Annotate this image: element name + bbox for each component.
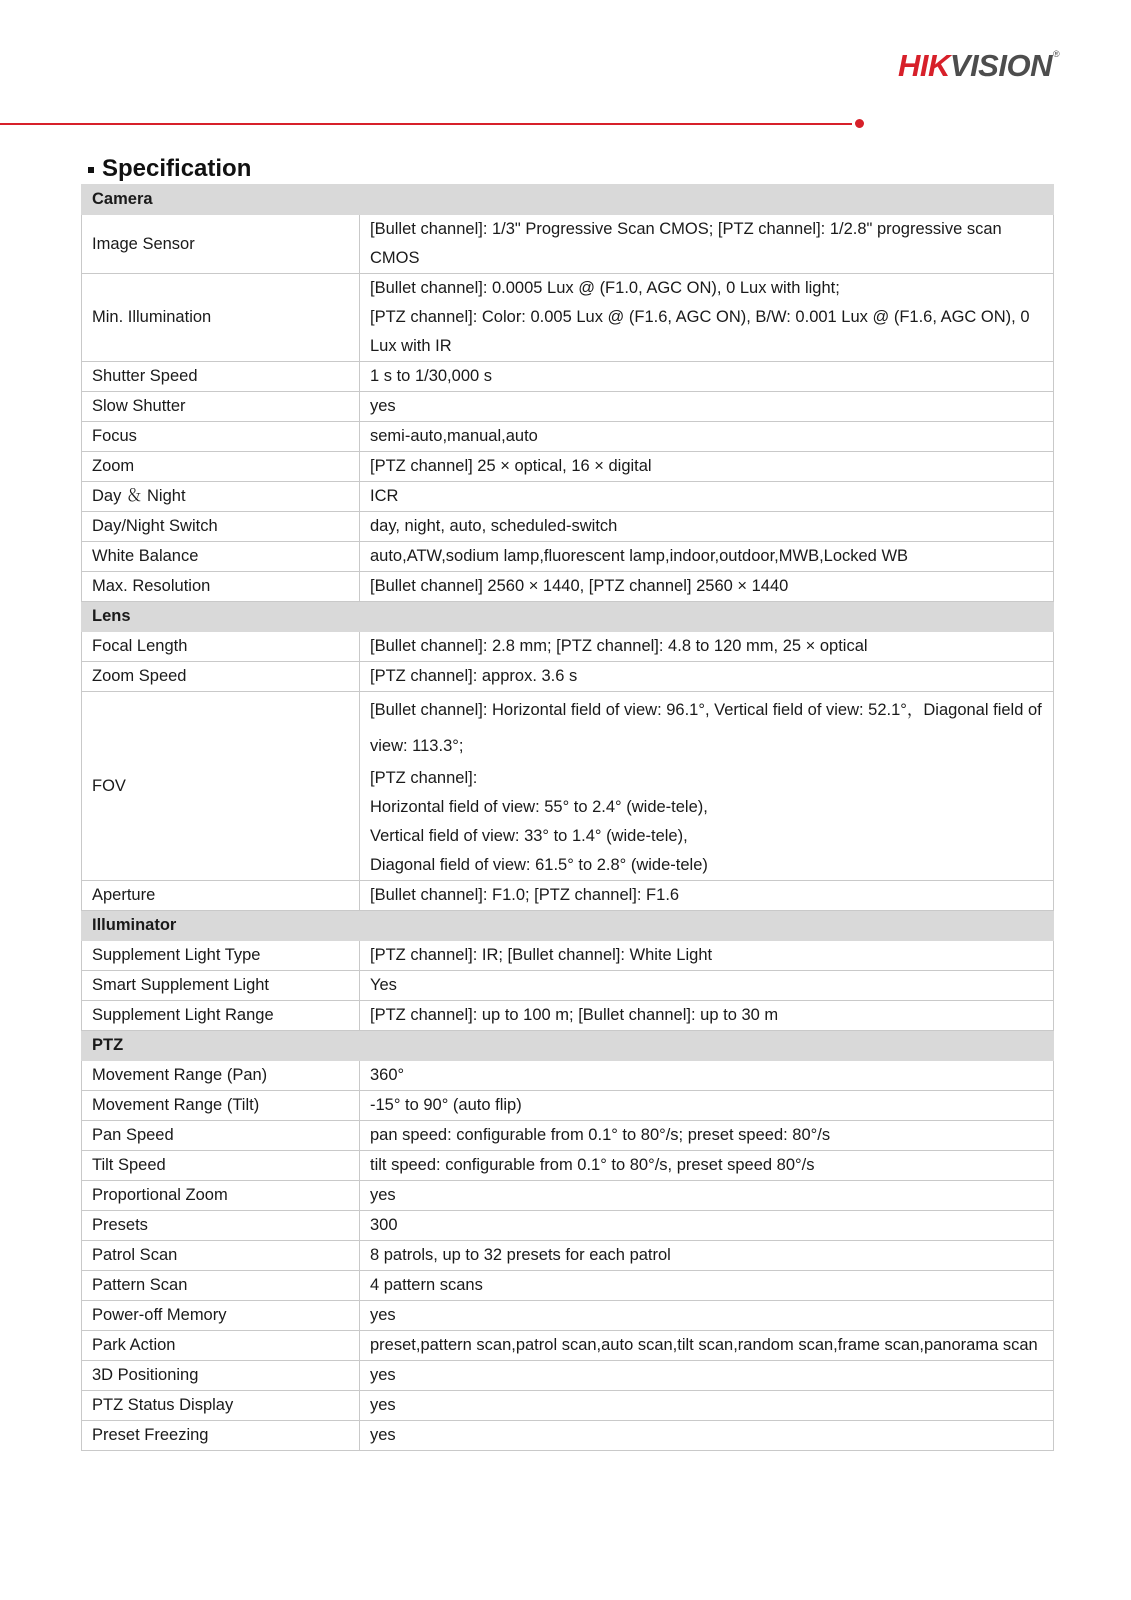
spec-label: Supplement Light Type <box>82 941 360 971</box>
hikvision-logo <box>898 50 1059 81</box>
spec-value-line: [PTZ channel]: Color: 0.005 Lux @ (F1.6, AGC ON), B/W: 0.001 Lux @ (F1.6, AGC ON), 0 Lux with IR <box>370 308 1030 355</box>
spec-label: Focal Length <box>82 632 360 662</box>
spec-row-pan-speed <box>82 1121 1054 1151</box>
spec-value: [PTZ channel] 25 × optical, 16 × digital <box>360 452 1054 482</box>
section-illuminator <box>82 911 1054 941</box>
spec-label: Slow Shutter <box>82 392 360 422</box>
spec-row-supplement-light-range <box>82 1001 1054 1031</box>
spec-value: -15° to 90° (auto flip) <box>360 1091 1054 1121</box>
spec-value: day, night, auto, scheduled-switch <box>360 512 1054 542</box>
spec-value <box>360 692 1054 881</box>
spec-row-zoom-speed <box>82 662 1054 692</box>
spec-label: Aperture <box>82 881 360 911</box>
section-title: Illuminator <box>82 911 1054 941</box>
spec-label: Image Sensor <box>82 215 360 274</box>
title-bullet-icon <box>88 167 94 173</box>
spec-value: yes <box>360 1181 1054 1211</box>
spec-row-smart-supplement-light <box>82 971 1054 1001</box>
spec-row-patrol-scan <box>82 1241 1054 1271</box>
spec-row-movement-range-tilt <box>82 1091 1054 1121</box>
spec-value-line: Horizontal field of view: 55° to 2.4° (wide-tele), <box>370 798 708 816</box>
spec-value: 360° <box>360 1061 1054 1091</box>
spec-row-max-resolution <box>82 572 1054 602</box>
spec-value: [Bullet channel]: F1.0; [PTZ channel]: F1.6 <box>360 881 1054 911</box>
spec-value: yes <box>360 1301 1054 1331</box>
spec-row-power-off-memory <box>82 1301 1054 1331</box>
spec-row-min-illumination <box>82 274 1054 362</box>
section-camera <box>82 185 1054 215</box>
spec-value-line: Diagonal field of view: 61.5° to 2.8° (wide-tele) <box>370 856 708 874</box>
spec-value: [PTZ channel]: up to 100 m; [Bullet channel]: up to 30 m <box>360 1001 1054 1031</box>
spec-value: auto,ATW,sodium lamp,fluorescent lamp,indoor,outdoor,MWB,Locked WB <box>360 542 1054 572</box>
page-title <box>88 155 251 183</box>
spec-label: Presets <box>82 1211 360 1241</box>
spec-label: Park Action <box>82 1331 360 1361</box>
spec-value: yes <box>360 1421 1054 1451</box>
spec-label: Zoom Speed <box>82 662 360 692</box>
spec-label: Focus <box>82 422 360 452</box>
spec-label: Zoom <box>82 452 360 482</box>
spec-row-proportional-zoom <box>82 1181 1054 1211</box>
spec-row-pattern-scan <box>82 1271 1054 1301</box>
spec-value: 1 s to 1/30,000 s <box>360 362 1054 392</box>
spec-label: Power-off Memory <box>82 1301 360 1331</box>
section-title: PTZ <box>82 1031 1054 1061</box>
spec-label: White Balance <box>82 542 360 572</box>
spec-label: Day/Night Switch <box>82 512 360 542</box>
spec-label: Patrol Scan <box>82 1241 360 1271</box>
spec-label: 3D Positioning <box>82 1361 360 1391</box>
spec-label: Proportional Zoom <box>82 1181 360 1211</box>
spec-row-3d-positioning <box>82 1361 1054 1391</box>
spec-value-line: [Bullet channel]: Horizontal field of view: 96.1°, Vertical field of view: 52.1°，Diagonal field of view: 113.3°; <box>370 701 1042 755</box>
spec-row-ptz-status-display <box>82 1391 1054 1421</box>
section-ptz <box>82 1031 1054 1061</box>
header-divider-line <box>0 123 852 125</box>
spec-value-line: [Bullet channel]: 0.0005 Lux @ (F1.0, AGC ON), 0 Lux with light; <box>370 279 840 297</box>
section-lens <box>82 602 1054 632</box>
spec-value: [Bullet channel]: 2.8 mm; [PTZ channel]: 4.8 to 120 mm, 25 × optical <box>360 632 1054 662</box>
spec-row-aperture <box>82 881 1054 911</box>
spec-value: yes <box>360 392 1054 422</box>
spec-row-white-balance <box>82 542 1054 572</box>
page-title-text: Specification <box>102 155 252 182</box>
spec-value: [PTZ channel]: IR; [Bullet channel]: White Light <box>360 941 1054 971</box>
spec-label: Pan Speed <box>82 1121 360 1151</box>
spec-label: PTZ Status Display <box>82 1391 360 1421</box>
spec-row-zoom <box>82 452 1054 482</box>
spec-row-slow-shutter <box>82 392 1054 422</box>
spec-label: Smart Supplement Light <box>82 971 360 1001</box>
spec-value: preset,pattern scan,patrol scan,auto scan,tilt scan,random scan,frame scan,panorama scan <box>360 1331 1054 1361</box>
spec-label: Max. Resolution <box>82 572 360 602</box>
logo-hik-text: HIK <box>898 48 950 83</box>
section-title: Camera <box>82 185 1054 215</box>
spec-label: FOV <box>82 692 360 881</box>
spec-row-fov <box>82 692 1054 881</box>
spec-value: Yes <box>360 971 1054 1001</box>
spec-row-movement-range-pan <box>82 1061 1054 1091</box>
spec-value: 4 pattern scans <box>360 1271 1054 1301</box>
spec-row-focal-length <box>82 632 1054 662</box>
spec-label: Shutter Speed <box>82 362 360 392</box>
spec-value <box>360 274 1054 362</box>
spec-row-shutter-speed <box>82 362 1054 392</box>
logo-registered-mark: ® <box>1052 49 1060 59</box>
spec-row-presets <box>82 1211 1054 1241</box>
spec-label: Supplement Light Range <box>82 1001 360 1031</box>
spec-value: 8 patrols, up to 32 presets for each patrol <box>360 1241 1054 1271</box>
spec-row-focus <box>82 422 1054 452</box>
spec-row-preset-freezing <box>82 1421 1054 1451</box>
spec-row-day-night-switch <box>82 512 1054 542</box>
spec-label: Tilt Speed <box>82 1151 360 1181</box>
specification-table <box>81 184 1054 1451</box>
spec-row-tilt-speed <box>82 1151 1054 1181</box>
spec-value: semi-auto,manual,auto <box>360 422 1054 452</box>
spec-row-image-sensor <box>82 215 1054 274</box>
spec-row-park-action <box>82 1331 1054 1361</box>
spec-label: Movement Range (Tilt) <box>82 1091 360 1121</box>
spec-value: yes <box>360 1361 1054 1391</box>
header-divider-dot <box>855 119 864 128</box>
spec-value: [Bullet channel] 2560 × 1440, [PTZ channel] 2560 × 1440 <box>360 572 1054 602</box>
spec-value: yes <box>360 1391 1054 1421</box>
spec-label: Min. Illumination <box>82 274 360 362</box>
logo-vision-text: VISION <box>949 48 1052 83</box>
spec-label: Movement Range (Pan) <box>82 1061 360 1091</box>
spec-value-line: Vertical field of view: 33° to 1.4° (wide-tele), <box>370 827 688 845</box>
spec-label: Day ＆ Night <box>82 482 360 512</box>
section-title: Lens <box>82 602 1054 632</box>
spec-value: [Bullet channel]: 1/3" Progressive Scan CMOS; [PTZ channel]: 1/2.8" progressive scan CMOS <box>360 215 1054 274</box>
spec-value: ICR <box>360 482 1054 512</box>
spec-value: [PTZ channel]: approx. 3.6 s <box>360 662 1054 692</box>
spec-label: Preset Freezing <box>82 1421 360 1451</box>
spec-value: 300 <box>360 1211 1054 1241</box>
spec-value: tilt speed: configurable from 0.1° to 80°/s, preset speed 80°/s <box>360 1151 1054 1181</box>
spec-label: Pattern Scan <box>82 1271 360 1301</box>
spec-value-line: [PTZ channel]: <box>370 769 478 787</box>
spec-value: pan speed: configurable from 0.1° to 80°/s; preset speed: 80°/s <box>360 1121 1054 1151</box>
spec-row-day-night <box>82 482 1054 512</box>
spec-row-supplement-light-type <box>82 941 1054 971</box>
